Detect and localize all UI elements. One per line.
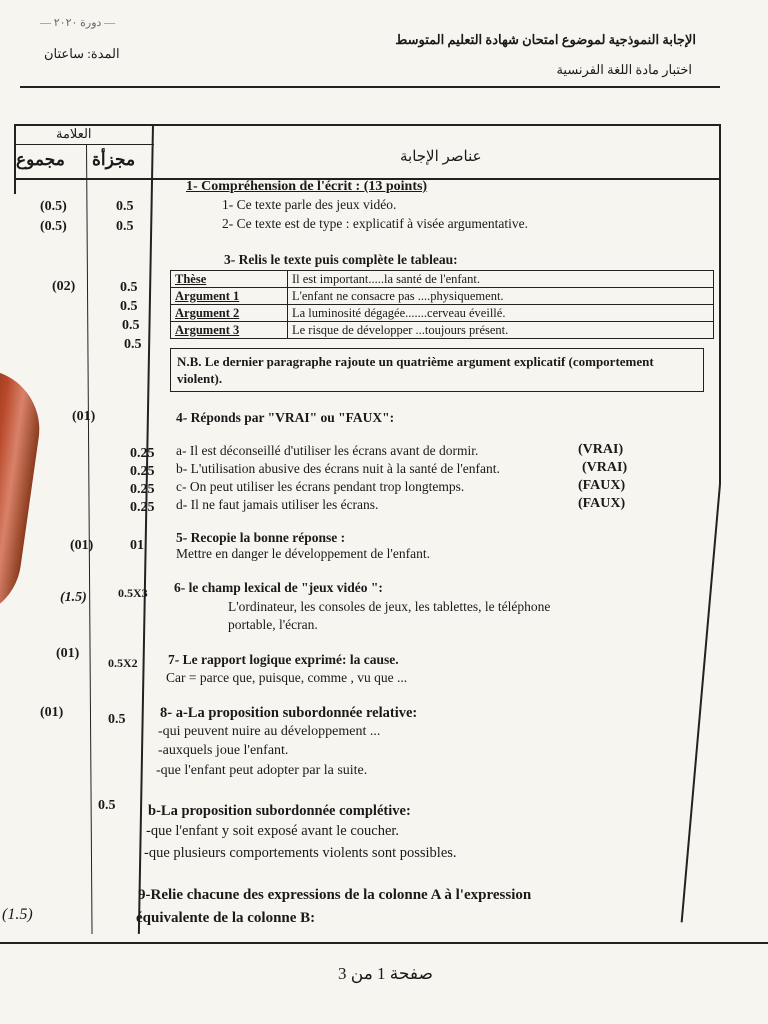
q7-prompt: 7- Le rapport logique exprimé: la cause.: [168, 652, 399, 667]
q4-total: (01): [72, 409, 96, 424]
q8a-partial: 0.5: [108, 712, 126, 727]
session-label: — دورة ٢٠٢٠ —: [40, 17, 116, 29]
q8a-line-1: -qui peuvent nuire au développement ...: [158, 724, 381, 739]
row-key: Argument 1: [171, 288, 288, 305]
table-right-border: [719, 124, 721, 484]
row-key: Thèse: [171, 271, 288, 288]
row-value: Le risque de développer ...toujours présent.: [288, 322, 714, 339]
document-title: الإجابة النموذجية لموضوع امتحان شهادة التعليم المتوسط: [395, 32, 696, 47]
q4-answer-b: (VRAI): [582, 460, 628, 475]
q2-answer: 2- Ce texte est de type : explicatif à visée argumentative.: [222, 216, 529, 231]
q4-item-c: c- On peut utiliser les écrans pendant trop longtemps.: [176, 479, 465, 494]
q4-prompt: 4- Réponds par "VRAI" ou "FAUX":: [176, 410, 395, 425]
q3-partial-1: 0.5: [120, 280, 138, 295]
row-key: Argument 2: [171, 305, 288, 322]
q9-total: (1.5): [2, 906, 33, 923]
q8-total: (01): [40, 705, 64, 720]
table-right-border-lower: [681, 484, 721, 922]
q6-line-1: L'ordinateur, les consoles de jeux, les tablettes, le téléphone: [228, 599, 551, 614]
q4-answer-c: (FAUX): [578, 478, 626, 493]
row-value: La luminosité dégagée.......cerveau éveillé.: [288, 305, 714, 322]
q4-partial-c: 0.25: [130, 482, 155, 497]
mark-subheader-line: [14, 144, 154, 145]
q8a-title: 8- a-La proposition subordonnée relative:: [160, 705, 418, 721]
q5-total: (01): [70, 538, 94, 553]
nb-note: N.B. Le dernier paragraphe rajoute un quatrième argument explicatif (comportement violent).: [170, 348, 704, 392]
row-value: Il est important.....la santé de l'enfant.: [288, 271, 714, 288]
table-row: [171, 271, 714, 288]
duration: المدة: ساعتان: [44, 46, 120, 61]
q4-partial-d: 0.25: [130, 500, 155, 515]
q6-prompt: 6- le champ lexical de "jeux vidéo ":: [174, 580, 383, 595]
q5-prompt: 5- Recopie la bonne réponse :: [176, 530, 346, 545]
q1-total: (0.5): [40, 199, 67, 214]
table-top-border: [14, 124, 720, 126]
page-number: صفحة 1 من 3: [338, 964, 433, 983]
q2-partial: 0.5: [116, 219, 134, 234]
q8b-line-1: -que l'enfant y soit exposé avant le coucher.: [146, 823, 400, 839]
q4-partial-b: 0.25: [130, 464, 155, 479]
q4-partial-a: 0.25: [130, 446, 155, 461]
q4-item-d: d- Il ne faut jamais utiliser les écrans.: [176, 497, 379, 512]
q7-answer: Car = parce que, puisque, comme , vu que ...: [166, 670, 408, 685]
q3-partial-4: 0.5: [124, 337, 142, 352]
row-key: Argument 3: [171, 322, 288, 339]
decorative-red-object: [0, 368, 47, 625]
partial-header: مجزأة: [92, 150, 136, 169]
q4-answer-a: (VRAI): [578, 442, 624, 457]
q9-line-1: 9-Relie chacune des expressions de la colonne A à l'expression: [138, 887, 532, 903]
q2-total: (0.5): [40, 219, 67, 234]
q9-line-2: équivalente de la colonne B:: [136, 910, 316, 926]
q6-line-2: portable, l'écran.: [228, 617, 318, 632]
section-title: 1- Compréhension de l'écrit : (13 points): [186, 179, 428, 194]
header-divider: [20, 86, 720, 88]
q3-partial-3: 0.5: [122, 318, 140, 333]
q1-partial: 0.5: [116, 199, 134, 214]
q3-total: (02): [52, 279, 76, 294]
table-row: [171, 322, 714, 339]
q4-item-b: b- L'utilisation abusive des écrans nuit à la santé de l'enfant.: [176, 461, 500, 476]
q6-total: (1.5): [60, 590, 87, 605]
q8b-partial: 0.5: [98, 798, 116, 813]
row-value: L'enfant ne consacre pas ....physiquement.: [288, 288, 714, 305]
q5-answer: Mettre en danger le développement de l'enfant.: [176, 546, 430, 561]
q8b-title: b-La proposition subordonnée complétive:: [148, 803, 411, 819]
q6-partial: 0.5X3: [118, 586, 148, 600]
thesis-table: [170, 270, 714, 339]
q5-partial: 01: [130, 538, 144, 553]
q3-partial-2: 0.5: [120, 299, 138, 314]
q7-total: (01): [56, 646, 80, 661]
answer-elements-header: عناصر الإجابة: [400, 149, 482, 165]
q7-partial: 0.5X2: [108, 656, 138, 670]
q4-answer-d: (FAUX): [578, 496, 626, 511]
total-header: مجموع: [16, 150, 65, 169]
q4-item-a: a- Il est déconseillé d'utiliser les écrans avant de dormir.: [176, 443, 479, 458]
q8a-line-3: -que l'enfant peut adopter par la suite.: [156, 763, 368, 778]
mark-header: العلامة: [56, 126, 92, 141]
q8a-line-2: -auxquels joue l'enfant.: [158, 743, 289, 758]
q1-answer: 1- Ce texte parle des jeux vidéo.: [222, 197, 397, 212]
table-row: [171, 288, 714, 305]
q3-prompt: 3- Relis le texte puis complète le tableau:: [224, 252, 458, 267]
table-bottom-border: [0, 942, 768, 944]
table-row: [171, 305, 714, 322]
q8b-line-2: -que plusieurs comportements violents sont possibles.: [144, 845, 457, 861]
exam-subject: اختبار مادة اللغة الفرنسية: [556, 62, 692, 77]
